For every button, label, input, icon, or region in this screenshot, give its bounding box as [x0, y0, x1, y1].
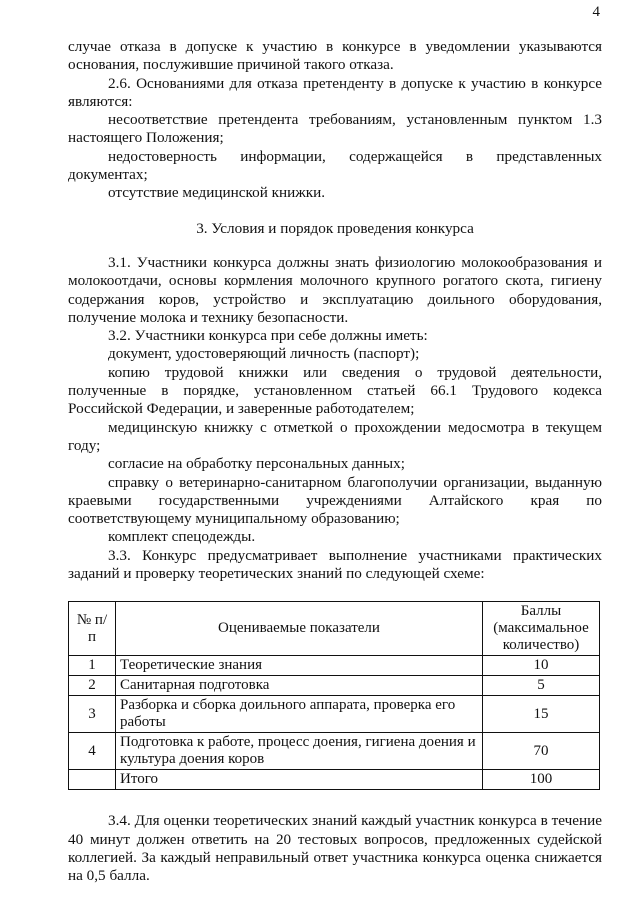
after-paragraph: 3.4. Для оценки теоретических знаний каждый участник конкурса в течение 40 минут должен ответить на 20 тестовых вопросов, предложенных судейской коллегией. За каждый неправильный ответ участника конкурса оценка снижается на 0,5 балла. [68, 812, 602, 885]
table-row [69, 696, 600, 733]
table-row [69, 733, 600, 770]
row-number: 1 [69, 656, 116, 676]
page-number: 4 [592, 4, 600, 20]
top-paragraph: недостоверность информации, содержащейся в представленных документах; [68, 147, 602, 184]
header-number: № п/п [69, 602, 116, 656]
row-indicator: Санитарная подготовка [116, 676, 483, 696]
header-points: Баллы (максимальное количество) [483, 602, 600, 656]
header-indicator: Оцениваемые показатели [116, 602, 483, 656]
section-paragraph: документ, удостоверяющий личность (паспорт); [108, 345, 420, 363]
row-number: 4 [69, 733, 116, 770]
paragraphs-section [68, 254, 602, 583]
section-paragraph: согласие на обработку персональных данных; [108, 455, 405, 473]
top-paragraph: отсутствие медицинской книжки. [108, 184, 326, 202]
section-paragraph: справку о ветеринарно-санитарном благополучии организации, выданную краевыми государственными учреждениями Алтайского края по соответствующему муниципальному образованию; [68, 473, 602, 528]
section-paragraph: 3.1. Участники конкурса должны знать физиологию молокообразования и молокоотдачи, основы кормления молочного крупного рогатого скота, гигиену содержания коров, устройство и эксплуатацию доильного оборудования, получение молока и технику безопасности. [68, 253, 602, 326]
paragraphs-top [68, 38, 602, 203]
row-number: 3 [69, 696, 116, 733]
row-number: 2 [69, 676, 116, 696]
row-points: 10 [483, 656, 600, 676]
document-body [68, 38, 602, 886]
table-row [69, 656, 600, 676]
table-row [69, 676, 600, 696]
section-paragraph: медицинскую книжку с отметкой о прохождении медосмотра в текущем году; [68, 418, 602, 454]
row-number [69, 770, 116, 790]
row-points: 70 [483, 733, 600, 770]
table-header-row [69, 602, 600, 656]
section-heading: 3. Условия и порядок проведения конкурса [196, 219, 474, 237]
section-paragraph: комплект спецодежды. [108, 528, 256, 546]
scoring-table [68, 601, 600, 790]
table-body [69, 656, 600, 790]
row-indicator: Итого [116, 770, 483, 790]
row-indicator: Подготовка к работе, процесс доения, гигиена доения и культура доения коров [116, 733, 483, 770]
top-paragraph: 2.6. Основаниями для отказа претенденту в допуске к участию в конкурсе являются: [68, 74, 602, 110]
section-paragraph: 3.2. Участники конкурса при себе должны иметь: [108, 327, 428, 345]
table-row [69, 770, 600, 790]
top-paragraph: случае отказа в допуске к участию в конкурсе в уведомлении указываются основания, послужившие причиной такого отказа. [68, 38, 602, 74]
row-indicator: Разборка и сборка доильного аппарата, проверка его работы [116, 696, 483, 733]
row-points: 15 [483, 696, 600, 733]
top-paragraph: несоответствие претендента требованиям, установленным пунктом 1.3 настоящего Положения; [68, 111, 602, 147]
row-points: 5 [483, 676, 600, 696]
section-paragraph: копию трудовой книжки или сведения о трудовой деятельности, полученные в порядке, установленном статьей 66.1 Трудового кодекса Российской Федерации, и заверенные работодателем; [68, 363, 602, 418]
section-paragraph: 3.3. Конкурс предусматривает выполнение участниками практических заданий и проверку теоретических знаний по следующей схеме: [68, 546, 602, 583]
row-points: 100 [483, 770, 600, 790]
paragraphs-after [68, 812, 602, 885]
row-indicator: Теоретические знания [116, 656, 483, 676]
